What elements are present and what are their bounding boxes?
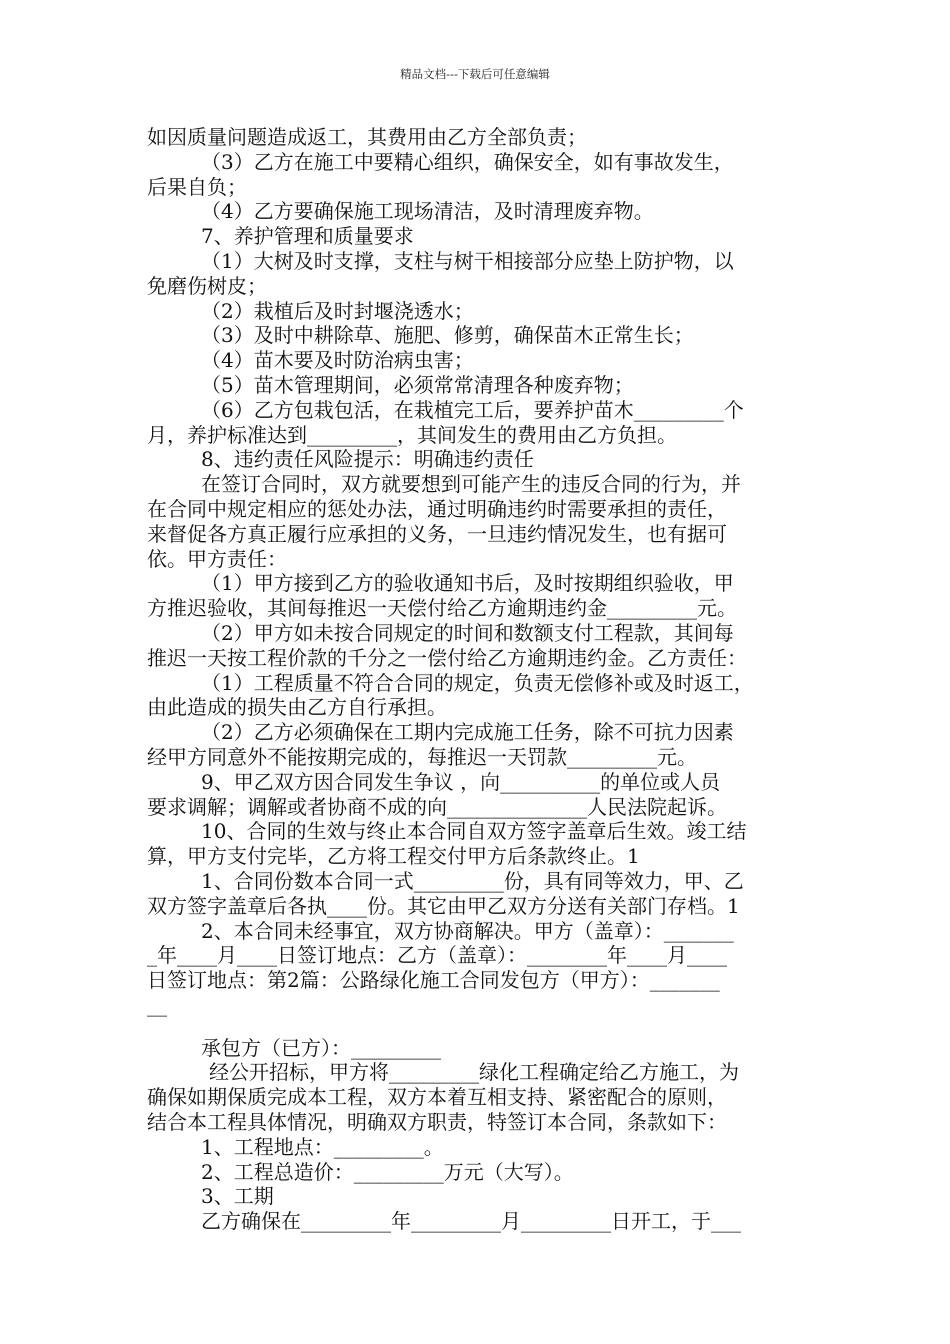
text-line: 10、合同的生效与终止本合同自双方签字盖章后生效。竣工结 bbox=[201, 819, 747, 844]
section-heading: 7、养护管理和质量要求 bbox=[201, 224, 414, 249]
text-line: 方推迟验收，其间每推迟一天偿付给乙方逾期违约金_________元。 bbox=[147, 596, 737, 621]
text-line: （4）苗木要及时防治病虫害； bbox=[201, 348, 474, 373]
page-header: 精品文档---下载后可任意编辑 bbox=[400, 67, 550, 81]
text-line: （1）甲方接到乙方的验收通知书后，及时按期组织验收，甲 bbox=[201, 571, 734, 596]
text-line: 1、工程地点：_________。 bbox=[201, 1134, 444, 1159]
text-line: 在合同中规定相应的惩处办法，通过明确违约时需要承担的责任， bbox=[147, 496, 727, 521]
text-line: _年____月____日签订地点：乙方（盖章）：________年____月____ bbox=[147, 943, 727, 968]
text-line: 月，养护标准达到_________，其间发生的费用由乙方负担。 bbox=[147, 422, 677, 447]
text-line: 结合本工程具体情况，明确双方职责，特签订本合同，条款如下： bbox=[147, 1110, 727, 1135]
text-line: 2、工程总造价：_________万元（大写）。 bbox=[201, 1159, 574, 1184]
text-line: 依。甲方责任： bbox=[147, 546, 287, 571]
text-line: （1）大树及时支撑，支柱与树干相接部分应垫上防护物，以 bbox=[201, 248, 734, 273]
text-line: 经公开招标，甲方将_________绿化工程确定给乙方施工，为 bbox=[209, 1060, 739, 1085]
text-line: 2、本合同未经事宜，双方协商解决。甲方（盖章）：_______ bbox=[201, 918, 734, 943]
text-line: （3）乙方在施工中要精心组织，确保安全，如有事故发生， bbox=[201, 149, 734, 174]
text-line: 在签订合同时，双方就要想到可能产生的违反合同的行为，并 bbox=[201, 472, 741, 497]
text-line: （6）乙方包栽包活，在栽植完工后，要养护苗木_________个 bbox=[201, 397, 744, 422]
text-line: （1）工程质量不符合合同的规定，负责无偿修补或及时返工， bbox=[201, 670, 754, 695]
text-line: 承包方（已方）：_________ bbox=[201, 1035, 441, 1060]
text-line: （2）乙方必须确保在工期内完成施工任务，除不可抗力因素 bbox=[201, 720, 734, 745]
text-line: 免磨伤树皮； bbox=[147, 273, 267, 298]
text-line: （2）甲方如未按合同规定的时间和数额支付工程款，其间每 bbox=[201, 620, 734, 645]
text-line: 由此造成的损失由乙方自行承担。 bbox=[147, 695, 447, 720]
text-line: 9、甲乙双方因合同发生争议 ，向__________的单位或人员 bbox=[201, 769, 721, 794]
text-line: 1、合同份数本合同一式_________份，具有同等效力，甲、乙 bbox=[201, 868, 744, 893]
text-line: （3）及时中耕除草、施肥、修剪，确保苗木正常生长； bbox=[201, 323, 694, 348]
text-line: 确保如期保质完成本工程，双方本着互相支持、紧密配合的原则， bbox=[147, 1085, 727, 1110]
text-line: 日签订地点：第2篇：公路绿化施工合同发包方（甲方）：_______ bbox=[147, 968, 720, 993]
text-line: 算，甲方支付完毕，乙方将工程交付甲方后条款终止。1 bbox=[147, 844, 640, 869]
text-line: __ bbox=[147, 992, 167, 1017]
text-line: 乙方确保在_________年_________月_________日开工，于___ bbox=[201, 1209, 741, 1234]
section-heading: 8、违约责任风险提示：明确违约责任 bbox=[201, 447, 534, 472]
text-line: （5）苗木管理期间，必须常常清理各种废弃物； bbox=[201, 372, 634, 397]
paragraph-gap bbox=[147, 1018, 815, 1036]
document-body bbox=[147, 125, 815, 1234]
text-line: （2）栽植后及时封堰浇透水； bbox=[201, 298, 474, 323]
text-line: 要求调解；调解或者协商不成的向______________人民法院起诉。 bbox=[147, 794, 727, 819]
text-line: 后果自负； bbox=[147, 174, 247, 199]
section-heading: 3、工期 bbox=[201, 1184, 274, 1209]
text-line: 来督促各方真正履行应承担的义务，一旦违约情况发生，也有据可 bbox=[147, 521, 727, 546]
text-line: （4）乙方要确保施工现场清洁，及时清理废弃物。 bbox=[201, 199, 654, 224]
text-line: 经甲方同意外不能按期完成的，每推迟一天罚款_________元。 bbox=[147, 744, 697, 769]
text-line: 双方签字盖章后各执____份。其它由甲乙双方分送有关部门存档。1 bbox=[147, 893, 740, 918]
text-line: 如因质量问题造成返工，其费用由乙方全部负责； bbox=[147, 125, 587, 149]
text-line: 推迟一天按工程价款的千分之一偿付给乙方逾期违约金。乙方责任： bbox=[147, 645, 747, 670]
